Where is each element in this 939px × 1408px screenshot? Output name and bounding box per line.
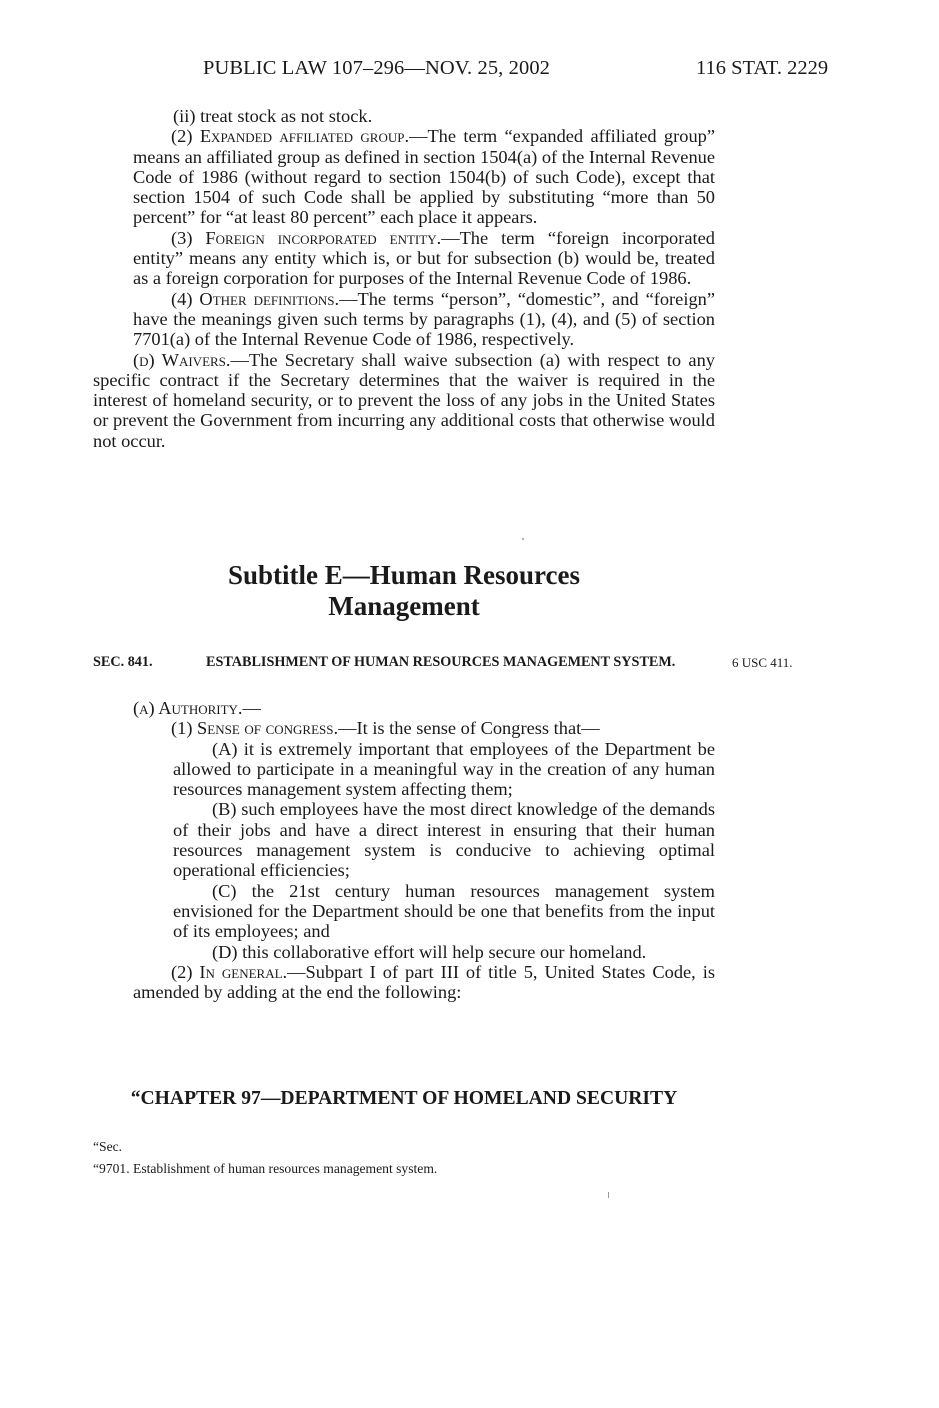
paragraph-text: —The Secretary shall waive subsection (a) with respect to any specific contract if the Secretary determines that the waiver is required in the interest of homeland security, or to prevent the loss of any jobs in the United States or prevent the Government from incurring any additional costs that otherwise would not occur. — [93, 349, 715, 451]
stat-page-number: 116 STAT. 2229 — [696, 57, 829, 79]
paragraph — [93, 106, 715, 126]
paragraph-text: (C) the 21st century human resources management system envisioned for the Department should be one that benefits from the input of its employees; and — [173, 880, 715, 942]
paragraph-heading: (2) Expanded affiliated group. — [171, 126, 410, 147]
paragraph-heading: (3) Foreign incorporated entity. — [171, 227, 442, 248]
subtitle-line-2: Management — [328, 591, 480, 621]
toc-entry: “9701. Establishment of human resources management system. — [93, 1161, 438, 1176]
section-number: SEC. 841. — [93, 654, 153, 670]
paragraph — [93, 718, 715, 738]
scan-speck — [522, 538, 524, 540]
section-title: ESTABLISHMENT OF HUMAN RESOURCES MANAGEMENT SYSTEM. — [206, 654, 676, 670]
paragraph-text: (D) this collaborative effort will help secure our homeland. — [212, 941, 647, 962]
running-header: PUBLIC LAW 107–296—NOV. 25, 2002 — [203, 57, 551, 79]
paragraph-heading: (4) Other definitions. — [171, 288, 340, 309]
subtitle-heading — [93, 560, 715, 622]
paragraph-text: (B) such employees have the most direct knowledge of the demands of their jobs and have a direct interest in ensuring that their human resources management system is conducive to achieving optimal operational efficiencies; — [173, 799, 715, 881]
paragraph — [93, 126, 715, 227]
paragraph-text: (A) it is extremely important that employees of the Department be allowed to participate in a meaningful way in the creation of any human resources management system affecting them; — [173, 738, 715, 800]
subtitle-line-1: Subtitle E—Human Resources — [227, 560, 581, 590]
section-heading — [93, 653, 721, 671]
paragraph-text: —The term “expanded affiliated group” means an affiliated group as defined in section 1504(a) of the Internal Revenue Code of 1986 (without regard to section 1504(b) of such Code), except that section 1504 of such Code shall be applied by substituting “more than 50 percent” for “at least 80 percent” each place it appears. — [133, 126, 715, 228]
paragraph-text: —Subpart I of part III of title 5, United States Code, is amended by adding at the end the following: — [133, 961, 715, 1003]
paragraph — [93, 942, 715, 962]
scan-speck — [608, 1192, 609, 1198]
paragraph — [93, 289, 715, 350]
paragraph-text: — — [242, 698, 261, 718]
paragraph — [93, 881, 715, 942]
paragraph-text: —It is the sense of Congress that— — [338, 718, 600, 739]
section-text — [93, 698, 715, 1002]
paragraph — [93, 228, 715, 289]
paragraph — [93, 698, 715, 718]
paragraph — [93, 350, 715, 451]
paragraph-text: (ii) treat stock as not stock. — [173, 106, 373, 126]
paragraph-text: —The terms “person”, “domestic”, and “foreign” have the meanings given such terms by paragraphs (1), (4), and (5) of section 7701(a) of the Internal Revenue Code of 1986, respectively. — [133, 288, 715, 350]
margin-citation: 6 USC 411. — [732, 655, 793, 670]
paragraph — [93, 962, 715, 1003]
paragraph — [93, 799, 715, 880]
paragraph — [93, 739, 715, 800]
paragraph-text: —The term “foreign incorporated entity” means any entity which is, or but for subsection (b) would be, treated as a foreign corporation for purposes of the Internal Revenue Code of 1986. — [133, 227, 715, 289]
paragraph-heading: (d) Waivers. — [133, 349, 231, 370]
paragraph-heading: (1) Sense of congress. — [171, 718, 339, 739]
paragraph-heading: (2) In general. — [171, 961, 288, 982]
chapter-table-of-contents — [93, 1136, 437, 1180]
paragraph-heading: (a) Authority. — [133, 698, 243, 718]
definitions-text — [93, 106, 715, 451]
chapter-heading: “CHAPTER 97—DEPARTMENT OF HOMELAND SECURITY — [130, 1088, 678, 1109]
toc-sec-label: “Sec. — [93, 1139, 123, 1154]
